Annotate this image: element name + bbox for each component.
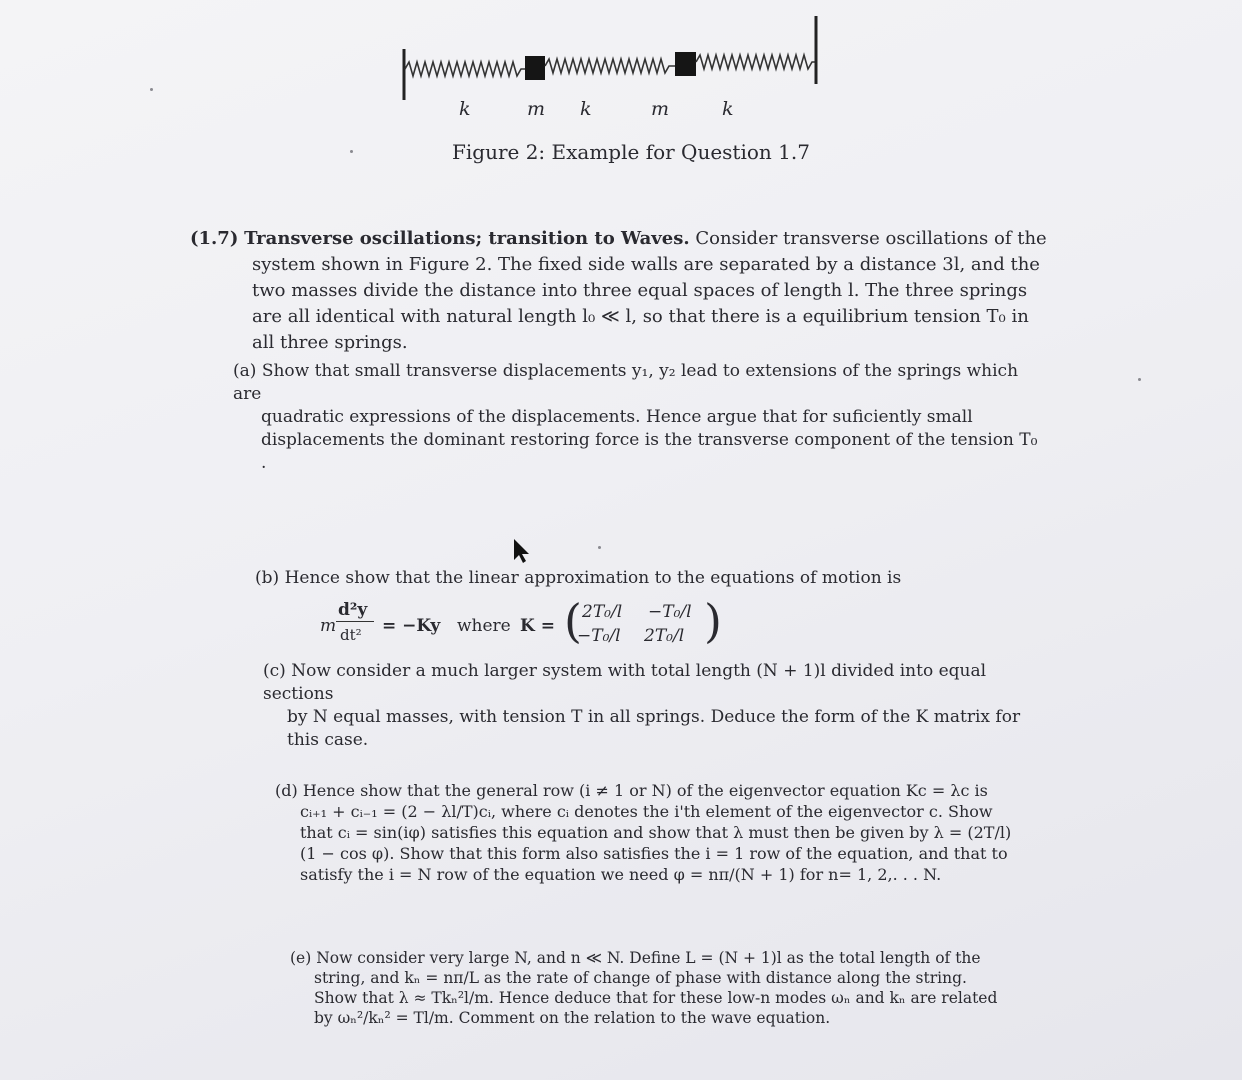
mass-2 [675,52,696,76]
mass-1 [525,56,545,80]
part-c-label: (c) [263,661,286,681]
part-e-label: (e) [290,949,312,967]
mass-label-1: m [527,98,546,120]
part-b [255,567,1035,590]
eq-K: K = [520,616,555,636]
question-intro-first: Consider transverse oscillations of the [695,228,1047,249]
spring-constant-label-2: k [580,98,592,120]
part-d [275,780,1025,885]
question-intro: system shown in Figure 2. The fixed side walls are separated by a distance 3l, and the two masses divide the distance into three equal spaces of length l. The three springs are all identical with natural length l₀ ≪ l, so that there is a equilibrium tension T₀ in all three springs. [252,254,1040,353]
matrix-cell-21: −T₀/l [577,626,621,646]
spring-constant-label-1: k [459,98,471,120]
part-a-label: (a) [233,361,257,381]
question-title: Transverse oscillations; transition to Waves. [244,228,690,249]
part-a-rest: quadratic expressions of the displacements. Hence argue that for suficiently small displacements the dominant restoring force is the transverse component of the tension T₀ . [261,407,1038,473]
question-heading [190,226,1055,252]
part-b-text: Hence show that the linear approximation to the equations of motion is [284,568,902,588]
equation-of-motion [320,596,740,656]
part-c-first: Now consider a much larger system with total length (N + 1)l divided into equal sections [263,661,987,704]
part-e [290,948,1015,1028]
paper-speck [150,88,153,91]
part-e-first: Now consider very large N, and n ≪ N. Define L = (N + 1)l as the total length of the [316,949,981,967]
part-d-rest: cᵢ₊₁ + cᵢ₋₁ = (2 − λl/T)cᵢ, where cᵢ denotes the i'th element of the eigenvector c. Show that cᵢ = sin(iφ) satisfies this equation and show that λ must then be given by λ = (2T/l)(1 − cos φ). Show that this form also satisfies the i = 1 row of the equation, and that to satisfy the i = N row of the equation we need φ = nπ/(N + 1) for n= 1, 2,. . . N. [300,802,1012,884]
paper-speck [1138,378,1141,381]
part-d-first: Hence show that the general row (i ≠ 1 or N) of the eigenvector equation Kc = λc is [302,781,988,800]
paper-speck [350,150,353,153]
eq-where: where [457,616,511,636]
part-a-first: Show that small transverse displacements y₁, y₂ lead to extensions of the springs which are [233,361,1019,404]
matrix-left-paren: ( [564,594,582,648]
spring-constant-label-3: k [722,98,734,120]
paper-speck [598,546,601,549]
part-a [233,360,1048,475]
matrix-cell-12: −T₀/l [648,602,692,622]
eq-rhs: = −Ky [382,616,441,636]
eq-mass: m [320,616,337,636]
figure-caption: Figure 2: Example for Question 1.7 [452,140,810,164]
part-e-rest: string, and kₙ = nπ/L as the rate of change of phase with distance along the string. Show that λ ≈ Tkₙ²l/m. Hence deduce that for these low-n modes ωₙ and kₙ are related by ωₙ²/kₙ² = Tl/m. Comment on the relation to the wave equation. [314,969,998,1027]
matrix-cell-11: 2T₀/l [582,602,623,622]
spring-mass-figure [395,14,835,124]
spring-mass-diagram [395,14,835,104]
mouse-cursor-icon [512,538,532,568]
spring-1 [405,62,525,76]
part-b-label: (b) [255,568,280,588]
question-number: (1.7) [190,228,239,249]
eq-denominator: dt² [340,626,362,644]
eq-numerator: d²y [338,600,368,620]
part-d-label: (d) [275,781,298,800]
matrix-cell-22: 2T₀/l [644,626,685,646]
spring-2 [545,59,675,73]
spring-3 [696,55,816,69]
eq-fraction-bar [336,621,374,622]
part-c [263,660,1033,752]
mass-label-2: m [651,98,670,120]
part-c-rest: by N equal masses, with tension T in all springs. Deduce the form of the K matrix for this case. [287,707,1021,750]
matrix-right-paren: ) [704,594,722,648]
